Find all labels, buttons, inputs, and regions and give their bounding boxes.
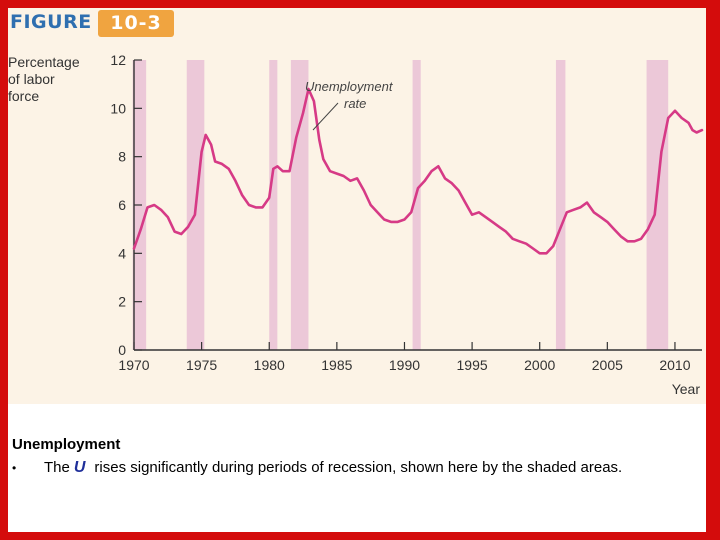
recession-band-3 (269, 60, 277, 350)
y-tick-label: 12 (110, 52, 126, 68)
y-tick-label: 10 (110, 100, 126, 117)
caption-text-pre: The (44, 459, 70, 476)
figure-label: FIGURE (10, 11, 92, 33)
figure-panel (8, 8, 706, 404)
y-axis-label-line-3: force (8, 88, 40, 104)
recession-band-7 (647, 60, 669, 350)
unemployment-chart (8, 8, 706, 404)
caption-bullet-line (12, 459, 622, 477)
y-axis-label-line-2: of labor (8, 71, 55, 87)
bullet-icon: • (12, 461, 17, 475)
caption-text-post: rises significantly during periods of recession, shown here by the shaded areas. (94, 459, 623, 476)
y-tick-label: 0 (118, 342, 126, 358)
recession-band-6 (556, 60, 565, 350)
x-tick-label: 1980 (253, 357, 285, 373)
annotation-line-2: rate (344, 96, 367, 111)
x-axis-label: Year (671, 381, 700, 397)
caption (12, 436, 622, 477)
slide-body (8, 8, 706, 532)
x-tick-label: 1990 (388, 357, 421, 373)
y-axis-label-line-1: Percentage (8, 54, 80, 70)
x-tick-label: 2005 (591, 357, 623, 373)
caption-u-symbol: U (73, 459, 86, 476)
caption-heading: Unemployment (12, 436, 121, 453)
x-tick-label: 2010 (659, 357, 691, 373)
x-tick-label: 1975 (186, 357, 218, 373)
annotation-line-1: Unemployment (305, 79, 393, 94)
y-tick-label: 4 (118, 245, 126, 262)
x-tick-label: 2000 (524, 357, 556, 373)
x-tick-label: 1985 (321, 357, 353, 373)
y-tick-label: 6 (118, 197, 126, 213)
x-tick-label: 1995 (456, 357, 488, 373)
y-tick-label: 8 (118, 148, 126, 165)
x-tick-label: 1970 (118, 357, 150, 373)
figure-number-badge: 10-3 (98, 10, 174, 37)
y-tick-label: 2 (118, 293, 126, 310)
